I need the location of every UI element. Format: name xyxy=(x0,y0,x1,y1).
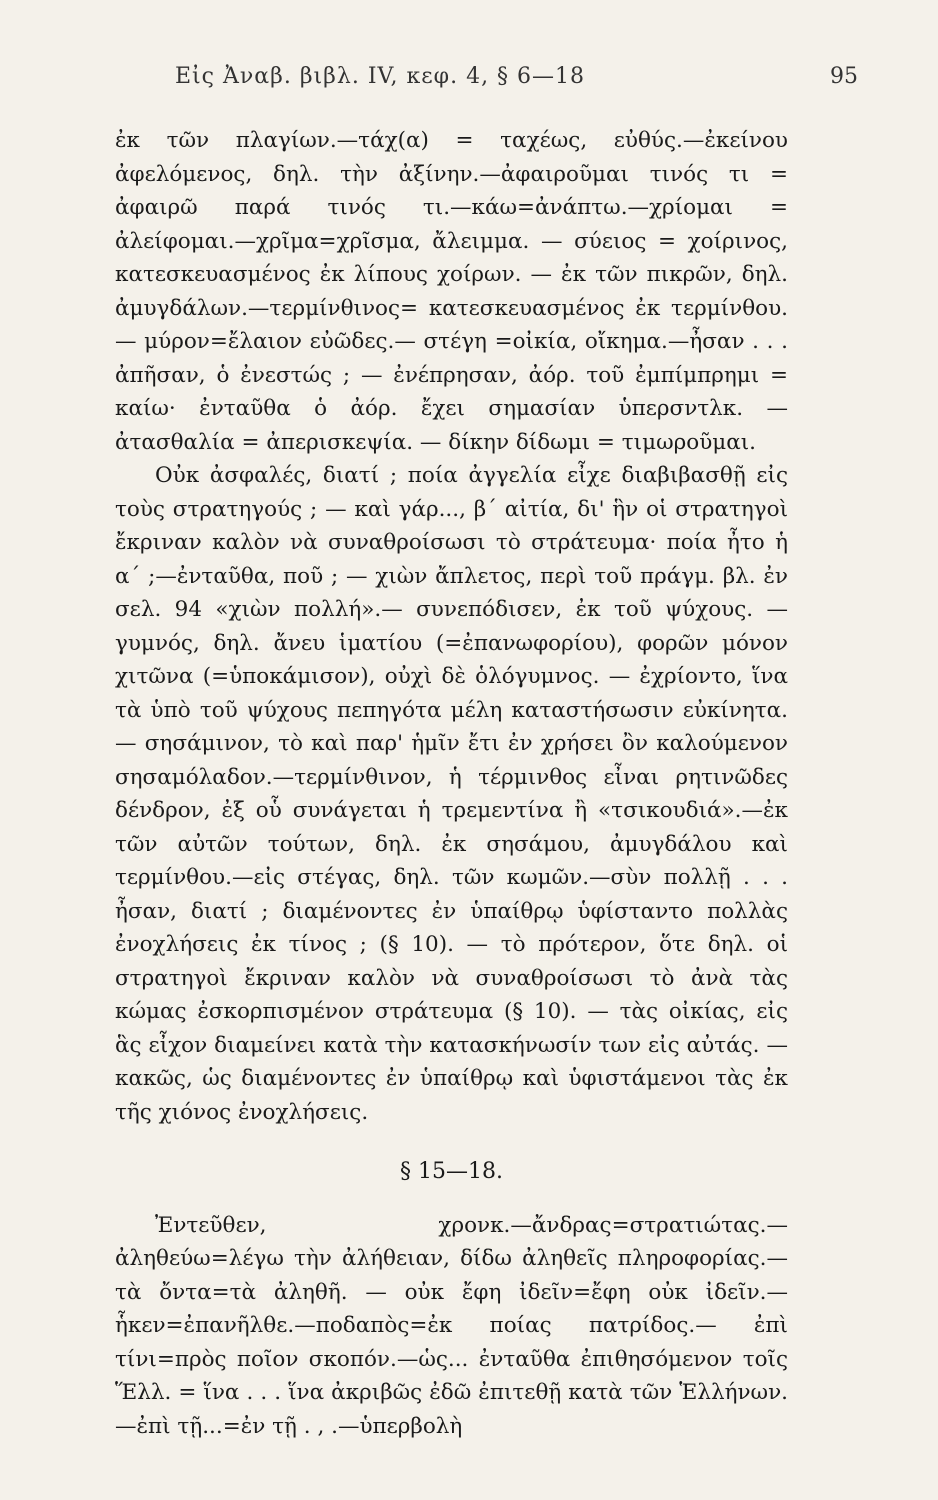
section-heading: § 15—18. xyxy=(400,1159,503,1184)
running-header xyxy=(115,60,858,100)
commentary-text xyxy=(115,124,788,1443)
commentary-paragraph-3: Ἐντεῦθεν, χρονκ.—ἄνδρας=στρατιώτας.— ἀληθεύω=λέγω τὴν ἀλήθειαν, δίδω ἀληθεῖς πληροφορίας.—τὰ ὄντα=τὰ ἀληθῆ. — οὐκ ἔφη ἰδεῖν=ἔφη οὐκ ἰδεῖν.—ἧκεν=ἐπανῆλθε.—ποδαπὸς=ἐκ ποίας πατρίδος.— ἐπὶ τίνι=πρὸς ποῖον σκοπόν.—ὡς... ἐνταῦθα ἐπιθησόμενον τοῖς Ἕλλ. = ἵνα . . . ἵνα ἀκριβῶς ἐδῶ ἐπιτεθῇ κατὰ τῶν Ἑλλήνων.—ἐπὶ τῇ...=ἐν τῇ . , .—ὑπερβολὴ xyxy=(115,1212,788,1439)
page-number: 95 xyxy=(830,64,858,89)
running-title: Εἰς Ἀναβ. βιβλ. IV, κεφ. 4, § 6—18 xyxy=(175,64,586,89)
commentary-paragraph-2: Οὐκ ἀσφαλές, διατί ; ποία ἀγγελία εἶχε διαβιβασθῇ εἰς τοὺς στρατηγούς ; — καὶ γάρ..., β΄ αἰτία, δι' ἣν οἱ στρατηγοὶ ἔκριναν καλὸν νὰ συναθροίσωσι τὸ στράτευμα· ποία ἦτο ἡ α΄ ;—ἐνταῦθα, ποῦ ; — χιὼν ἄπλετος, περὶ τοῦ πράγμ. βλ. ἐν σελ. 94 «χιὼν πολλή».— συνεπόδισεν, ἐκ τοῦ ψύχους. — γυμνός, δηλ. ἄνευ ἱματίου (=ἐπανωφορίου), φορῶν μόνον χιτῶνα (=ὑποκάμισον), οὐχὶ δὲ ὁλόγυμνος. — ἐχρίοντο, ἵνα τὰ ὑπὸ τοῦ ψύχους πεπηγότα μέλη καταστήσωσιν εὐκίνητα. — σησάμινον, τὸ καὶ παρ' ἡμῖν ἔτι ἐν χρήσει ὂν καλούμενον σησαμόλαδον.—τερμίνθινον, ἡ τέρμινθος εἶναι ρητινῶδες δένδρον, ἐξ οὗ συνάγεται ἡ τρεμεντίνα ἢ «τσικουδιά».—ἐκ τῶν αὐτῶν τούτων, δηλ. ἐκ σησάμου, ἀμυγδάλου καὶ τερμίνθου.—εἰς στέγας, δηλ. τῶν κωμῶν.—σὺν πολλῇ . . . ἦσαν, διατί ; διαμένοντες ἐν ὑπαίθρῳ ὑφίσταντο πολλὰς ἐνοχλήσεις ἐκ τίνος ; (§ 10). — τὸ πρότερον, ὅτε δηλ. οἱ στρατηγοὶ ἔκριναν καλὸν νὰ συναθροίσωσι τὸ ἀνὰ τὰς κώμας ἐσκορπισμένον στράτευμα (§ 10). — τὰς οἰκίας, εἰς ἃς εἶχον διαμείνει κατὰ τὴν κατασκήνωσίν των εἰς αὐτάς. — κακῶς, ὡς διαμένοντες ἐν ὑπαίθρῳ καὶ ὑφιστάμενοι τὰς ἐκ τῆς χιόνος ἐνοχλήσεις. xyxy=(115,463,788,1125)
commentary-paragraph-1: ἐκ τῶν πλαγίων.—τάχ(α) = ταχέως, εὐθύς.—ἐκείνου ἀφελόμενος, δηλ. τὴν ἀξίνην.—ἀφαιροῦμαι τινός τι = ἀφαιρῶ παρά τινός τι.—κάω=ἀνάπτω.—χρίομαι = ἀλείφομαι.—χρῖμα=χρῖσμα, ἄλειμμα. — σύειος = χοίρινος, κατεσκευασμένος ἐκ λίπους χοίρων. — ἐκ τῶν πικρῶν, δηλ. ἀμυγδάλων.—τερμίνθινος= κατεσκευασμένος ἐκ τερμίνθου.— μύρον=ἔλαιον εὐῶδες.— στέγη =οἰκία, οἴκημα.—ἦσαν . . . ἀπῆσαν, ὁ ἐνεστώς ; — ἐνέπρησαν, ἀόρ. τοῦ ἐμπίμπρημι = καίω· ἐνταῦθα ὁ ἀόρ. ἔχει σημασίαν ὑπερσντλκ. — ἀτασθαλία = ἀπερισκεψία. — δίκην δίδωμι = τιμωροῦμαι. xyxy=(115,128,788,455)
